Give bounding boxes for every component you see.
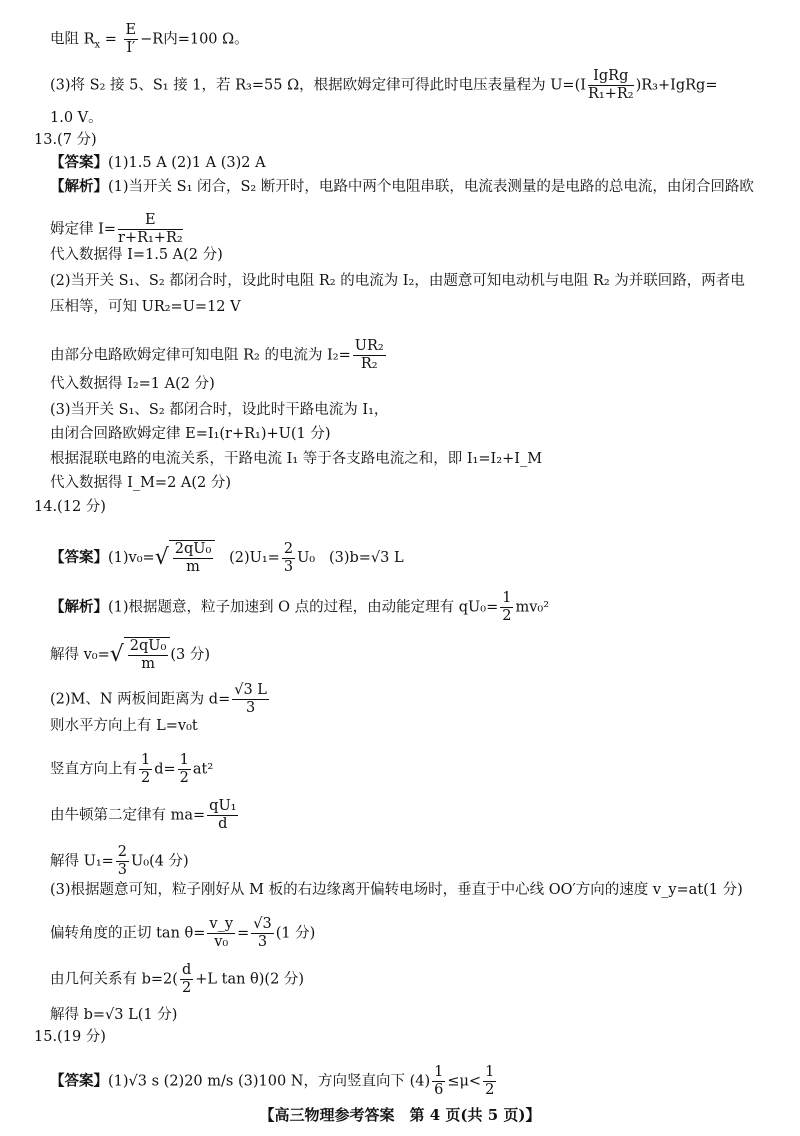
fraction: $\frac{1}{6}$ bbox=[434, 1064, 444, 1098]
q13-analysis-3: 代入数据得 I=1.5 A(2 分) bbox=[50, 247, 223, 263]
q13-analysis-7: 代入数据得 I₂=1 A(2 分) bbox=[50, 376, 215, 392]
q14-analysis-7: 解得 U₁= $\frac{2}{3}$ U₀(4 分) bbox=[50, 844, 189, 878]
q13-analysis-8: (3)当开关 S₁、S₂ 都闭合时，设此时干路电流为 I₁， bbox=[50, 402, 389, 418]
fraction: $\frac{1}{2}$ bbox=[141, 752, 151, 786]
text: 电阻 R bbox=[50, 31, 95, 48]
q14-analysis-3: (2)M、N 两板间距离为 d= $\frac{√3 L}{3}$ bbox=[50, 682, 267, 716]
q13-analysis-9: 由闭合回路欧姆定律 E=I₁(r+R₁)+U(1 分) bbox=[50, 426, 331, 442]
fraction: $\frac{E}{\text{r+R₁+R₂}}$ bbox=[118, 212, 183, 246]
q13-analysis-2: 姆定律 I= $\frac{E}{\text{r+R₁+R₂}}$ bbox=[50, 212, 183, 246]
q14-analysis-5: 竖直方向上有 $\frac{1}{2}$ d= $\frac{1}{2}$ at² bbox=[50, 752, 214, 786]
page-footer: 【高三物理参考答案 第 4 页(共 5 页)】 bbox=[259, 1106, 541, 1124]
q14-analysis-11: 解得 b=√3 L(1 分) bbox=[50, 1007, 178, 1023]
q12-line-1 bbox=[50, 22, 770, 57]
q14-analysis-8: (3)根据题意可知，粒子刚好从 M 板的右边缘离开偏转电场时，垂直于中心线 OO′方向的速度 v_y=at(1 分) bbox=[50, 882, 743, 898]
q15-header: 15.(19 分) bbox=[34, 1029, 106, 1045]
fraction: $\frac{1}{2}$ bbox=[485, 1064, 495, 1098]
text: = bbox=[100, 31, 122, 48]
q14-header: 14.(12 分) bbox=[34, 499, 106, 515]
q13-analysis-1: 【解析】(1)当开关 S₁ 闭合，S₂ 断开时，电路中两个电阻串联，电流表测量的是电路的总电流，由闭合回路欧 bbox=[50, 178, 754, 195]
q13-analysis-5: 压相等，可知 UR₂=U=12 V bbox=[50, 299, 241, 315]
fraction: $\frac{v\_y}{\text{v₀}}$ bbox=[209, 916, 234, 950]
q14-analysis-1: 【解析】(1)根据题意，粒子加速到 O 点的过程，由动能定理有 qU₀= $\frac{1}{2}$ mv₀² bbox=[50, 590, 550, 624]
fraction: $\frac{2}{3}$ bbox=[283, 540, 294, 575]
fraction: $\frac{√3}{3}$ bbox=[253, 916, 272, 950]
q14-analysis-2: 解得 v₀=√ $\frac{\text{2qU₀}}{m}$ (3 分) bbox=[50, 638, 210, 672]
text: x bbox=[94, 39, 101, 51]
q13-analysis-10: 根据混联电路的电流关系，干路电流 I₁ 等于各支路电流之和，即 I₁=I₂+I_M bbox=[50, 451, 543, 467]
q13-analysis-11: 代入数据得 I_M=2 A(2 分) bbox=[50, 475, 232, 491]
fraction: $\frac{\text{qU₁}}{d}$ bbox=[209, 798, 237, 832]
q12-line-2: (3)将 S₂ 接 5、S₁ 接 1，若 R₃=55 Ω，根据欧姆定律可得此时电压表量程为 U=(I IgRg R₁+R₂ )R₃+IgRg= bbox=[50, 68, 718, 102]
fraction: $\frac{d}{2}$ bbox=[181, 962, 192, 996]
fraction: $\frac{1}{2}$ bbox=[179, 752, 189, 786]
q14-analysis-6: 由牛顿第二定律有 ma= $\frac{\text{qU₁}}{d}$ bbox=[50, 798, 237, 832]
sqrt: √ $\frac{\text{2qU₀}}{m}$ bbox=[155, 540, 216, 576]
q13-answer: 【答案】(1)1.5 A (2)1 A (3)2 A bbox=[50, 154, 266, 171]
fraction: IgRg R₁+R₂ bbox=[587, 68, 634, 102]
q12-line-3: 1.0 V。 bbox=[50, 110, 103, 126]
text: −R内=100 Ω。 bbox=[140, 31, 249, 48]
q14-analysis-9: 偏转角度的正切 tan θ= $\frac{v\_y}{\text{v₀}}$ = $\frac{√3}{3}$ (1 分) bbox=[50, 916, 316, 950]
sqrt: √ $\frac{\text{2qU₀}}{m}$ bbox=[110, 637, 171, 673]
q14-analysis-10: 由几何关系有 b=2( $\frac{d}{2}$ +L tan θ)(2 分) bbox=[50, 962, 305, 996]
fraction: $\frac{E}{I'}$ bbox=[125, 22, 137, 56]
q13-header: 13.(7 分) bbox=[34, 132, 97, 148]
q13-analysis-4: (2)当开关 S₁、S₂ 都闭合时，设此时电阻 R₂ 的电流为 I₂，由题意可知电动机与电阻 R₂ 为并联回路，两者电 bbox=[50, 273, 745, 289]
fraction: $\frac{2}{3}$ bbox=[117, 844, 128, 878]
q14-answer: 【答案】(1)v₀=√ $\frac{\text{2qU₀}}{m}$ (2)U₁= $\frac{2}{3}$ U₀ (3)b=√3 L bbox=[50, 540, 404, 575]
fraction: $\frac{\text{UR₂}}{\text{R₂}}$ bbox=[354, 338, 384, 372]
fraction: $\frac{√3 L}{3}$ bbox=[234, 682, 267, 716]
fraction: $\frac{1}{2}$ bbox=[502, 590, 512, 624]
q13-analysis-6: 由部分电路欧姆定律可知电阻 R₂ 的电流为 I₂= $\frac{\text{UR₂}}{\text{R₂}}$ bbox=[50, 338, 384, 372]
q15-answer: 【答案】(1)√3 s (2)20 m/s (3)100 N，方向竖直向下 (4) $\frac{1}{6}$ ≤μ< $\frac{1}{2}$ bbox=[50, 1064, 495, 1098]
q14-analysis-4: 则水平方向上有 L=v₀t bbox=[50, 718, 198, 734]
